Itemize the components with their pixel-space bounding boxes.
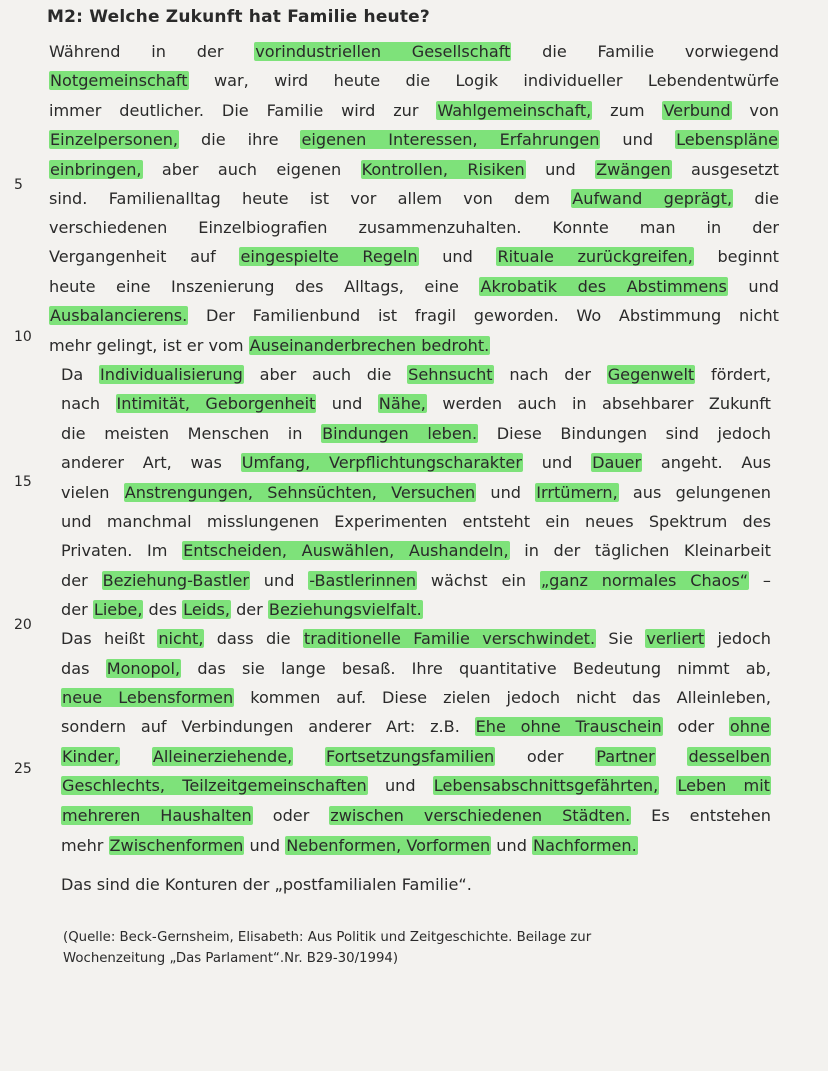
text-segment: in der täglichen Kleinarbeit xyxy=(509,541,771,560)
text-segment: und xyxy=(522,453,592,472)
text-segment: – xyxy=(749,571,771,590)
highlighted-phrase: zwischen verschiedenen Städten. xyxy=(330,806,631,825)
text-segment: Sie xyxy=(596,629,646,648)
text-line xyxy=(49,306,779,326)
line-number: 10 xyxy=(14,329,32,345)
text-segment: heute eine Inszenierung des Alltags, eine xyxy=(49,277,480,296)
text-line xyxy=(61,424,771,444)
text-segment xyxy=(120,747,152,766)
text-segment: anderer Art, was xyxy=(61,453,241,472)
text-line xyxy=(61,365,771,385)
highlighted-phrase: Umfang, Verpflichtungscharakter xyxy=(241,453,522,472)
text-line xyxy=(61,600,771,620)
highlighted-phrase: Beziehung-Bastler xyxy=(102,571,249,590)
text-segment: und xyxy=(244,836,286,855)
text-segment: Während in der xyxy=(49,42,255,61)
text-line xyxy=(49,101,779,121)
text-segment: die meisten Menschen in xyxy=(61,424,322,443)
highlighted-phrase: Wahlgemeinschaft, xyxy=(437,101,592,120)
highlighted-phrase: Aufwand geprägt, xyxy=(572,189,733,208)
highlighted-phrase: -Bastlerinnen xyxy=(309,571,417,590)
text-segment: sondern auf Verbindungen anderer Art: z.B. xyxy=(61,717,475,736)
highlighted-phrase: Leben mit xyxy=(677,776,770,795)
text-segment: sind. Familienalltag heute ist vor allem von dem xyxy=(49,189,572,208)
text-segment: die ihre xyxy=(179,130,301,149)
highlighted-phrase: „ganz normales Chaos“ xyxy=(540,571,749,590)
page-title: M2: Welche Zukunft hat Familie heute? xyxy=(47,7,430,27)
text-segment: Der Familienbund ist fragil geworden. Wo Abstimmung nicht xyxy=(188,306,779,325)
text-segment: aber auch eigenen xyxy=(142,160,361,179)
text-segment: die Familie vorwiegend xyxy=(511,42,779,61)
highlighted-phrase: Rituale zurückgreifen, xyxy=(497,247,693,266)
highlighted-phrase: neue Lebensformen xyxy=(62,688,234,707)
highlighted-phrase: Akrobatik des Abstimmens xyxy=(480,277,727,296)
highlighted-phrase: ohne xyxy=(729,717,770,736)
highlighted-phrase: Lebensabschnittsgefährten, xyxy=(433,776,659,795)
text-line xyxy=(61,394,771,414)
highlighted-phrase: Geschlechts, Teilzeitgemeinschaften xyxy=(62,776,367,795)
text-segment xyxy=(659,776,676,795)
highlighted-phrase: Sehnsucht xyxy=(408,365,493,384)
text-segment: von xyxy=(731,101,780,120)
text-segment: dass die xyxy=(204,629,303,648)
highlighted-phrase: verliert xyxy=(646,629,705,648)
text-segment: jedoch xyxy=(705,629,771,648)
text-line xyxy=(49,160,779,180)
highlighted-phrase: Beziehungsvielfalt. xyxy=(268,600,422,619)
highlighted-phrase: Nähe, xyxy=(378,394,426,413)
text-segment: oder xyxy=(495,747,596,766)
text-segment: vielen xyxy=(61,483,124,502)
text-segment: der xyxy=(230,600,268,619)
highlighted-phrase: Leids, xyxy=(183,600,230,619)
text-segment: verschiedenen Einzelbiografien zusammenzuhalten. Konnte man in der xyxy=(49,218,779,237)
highlighted-phrase: Lebenspläne xyxy=(676,130,778,149)
highlighted-phrase: Verbund xyxy=(663,101,731,120)
text-segment: und xyxy=(418,247,497,266)
text-segment: nach der xyxy=(493,365,607,384)
text-line xyxy=(49,130,779,150)
highlighted-phrase: Kontrollen, Risiken xyxy=(361,160,525,179)
text-segment: oder xyxy=(662,717,729,736)
text-line xyxy=(49,189,779,209)
text-segment: und xyxy=(367,776,433,795)
highlighted-phrase: nicht, xyxy=(158,629,204,648)
source-citation-line-1: (Quelle: Beck-Gernsheim, Elisabeth: Aus Politik und Zeitgeschichte. Beilage zur xyxy=(63,930,592,945)
text-segment: fördert, xyxy=(695,365,772,384)
text-segment: des xyxy=(143,600,183,619)
highlighted-phrase: Alleinerziehende, xyxy=(152,747,293,766)
text-line xyxy=(61,629,771,649)
text-line xyxy=(61,453,771,473)
text-segment: nach xyxy=(61,394,116,413)
highlighted-phrase: Nebenformen, Vorformen xyxy=(286,836,491,855)
text-segment: ausgesetzt xyxy=(671,160,779,179)
highlighted-phrase: desselben xyxy=(688,747,771,766)
text-line xyxy=(61,571,771,591)
text-segment: aus gelungenen xyxy=(618,483,771,502)
highlighted-phrase: Individualisierung xyxy=(100,365,243,384)
text-segment: das sie lange besaß. Ihre quantitative Bedeutung nimmt ab, xyxy=(181,659,771,678)
text-segment: und xyxy=(249,571,309,590)
highlighted-phrase: Partner xyxy=(596,747,655,766)
highlighted-phrase: Notgemeinschaft xyxy=(50,71,188,90)
text-line xyxy=(49,42,779,62)
text-line xyxy=(61,836,771,856)
highlighted-phrase: Fortsetzungsfamilien xyxy=(325,747,495,766)
source-citation-line-2: Wochenzeitung „Das Parlament“.Nr. B29-30/1994) xyxy=(63,951,399,966)
text-line xyxy=(61,747,771,767)
highlighted-phrase: Ehe ohne Trauschein xyxy=(475,717,662,736)
text-line xyxy=(61,659,771,679)
text-segment: Es entstehen xyxy=(631,806,771,825)
highlighted-phrase: Zwischenformen xyxy=(109,836,244,855)
highlighted-phrase: Bindungen leben. xyxy=(322,424,478,443)
text-segment xyxy=(293,747,325,766)
text-line xyxy=(61,512,771,532)
text-segment: Da xyxy=(61,365,100,384)
highlighted-phrase: Auseinanderbrechen bedroht. xyxy=(249,336,490,355)
text-segment: oder xyxy=(252,806,330,825)
text-line xyxy=(49,247,779,267)
text-segment: und xyxy=(476,483,536,502)
line-number: 25 xyxy=(14,761,32,777)
line-number: 20 xyxy=(14,617,32,633)
highlighted-phrase: Anstrengungen, Sehnsüchten, Versuchen xyxy=(124,483,476,502)
text-segment: das xyxy=(61,659,106,678)
text-segment xyxy=(656,747,688,766)
highlighted-phrase: Intimität, Geborgenheit xyxy=(116,394,316,413)
text-segment: und xyxy=(491,836,533,855)
highlighted-phrase: eigenen Interessen, Erfahrungen xyxy=(301,130,600,149)
highlighted-phrase: Nachformen. xyxy=(533,836,637,855)
highlighted-phrase: einbringen, xyxy=(50,160,142,179)
highlighted-phrase: eingespielte Regeln xyxy=(240,247,418,266)
text-segment: mehr gelingt, ist er vom xyxy=(49,336,249,355)
text-segment: wächst ein xyxy=(417,571,540,590)
text-segment: Vergangenheit auf xyxy=(49,247,240,266)
highlighted-phrase: Kinder, xyxy=(62,747,120,766)
text-segment: Privaten. Im xyxy=(61,541,183,560)
highlighted-phrase: Einzelpersonen, xyxy=(50,130,179,149)
text-line xyxy=(61,483,771,503)
text-segment: Diese Bindungen sind jedoch xyxy=(478,424,771,443)
text-line xyxy=(49,277,779,297)
text-segment: Das sind die Konturen der „postfamilialen Familie“. xyxy=(61,875,472,894)
text-segment: der xyxy=(61,571,102,590)
text-segment: angeht. Aus xyxy=(642,453,771,472)
text-segment: war, wird heute die Logik individueller Lebendentwürfe xyxy=(188,71,779,90)
text-line xyxy=(61,806,771,826)
highlighted-phrase: Zwängen xyxy=(596,160,671,179)
text-segment: zum xyxy=(592,101,663,120)
highlighted-phrase: Ausbalancierens. xyxy=(50,306,188,325)
text-segment: kommen auf. Diese zielen jedoch nicht das Alleinleben, xyxy=(234,688,772,707)
text-line xyxy=(49,218,779,238)
text-segment: der xyxy=(61,600,93,619)
highlighted-phrase: mehreren Haushalten xyxy=(62,806,252,825)
highlighted-phrase: Gegenwelt xyxy=(607,365,695,384)
highlighted-phrase: vorindustriellen Gesellschaft xyxy=(255,42,511,61)
highlighted-phrase: Dauer xyxy=(592,453,642,472)
text-segment: Das heißt xyxy=(61,629,158,648)
line-number: 5 xyxy=(14,177,23,193)
text-line xyxy=(61,541,771,561)
text-segment: mehr xyxy=(61,836,109,855)
text-line xyxy=(49,336,779,356)
text-line xyxy=(61,717,771,737)
text-segment: und xyxy=(316,394,378,413)
highlighted-phrase: Liebe, xyxy=(93,600,143,619)
text-segment: und xyxy=(727,277,779,296)
text-line xyxy=(61,875,771,895)
highlighted-phrase: Entscheiden, Auswählen, Aushandeln, xyxy=(183,541,509,560)
text-segment: werden auch in absehbarer Zukunft xyxy=(426,394,771,413)
highlighted-phrase: Monopol, xyxy=(106,659,181,678)
text-segment: und xyxy=(525,160,596,179)
text-segment: beginnt xyxy=(693,247,779,266)
text-segment: die xyxy=(733,189,779,208)
text-line xyxy=(61,688,771,708)
text-segment: und manchmal misslungenen Experimenten entsteht ein neues Spektrum des xyxy=(61,512,771,531)
text-line xyxy=(49,71,779,91)
text-line xyxy=(61,776,771,796)
text-segment: und xyxy=(600,130,676,149)
text-segment: immer deutlicher. Die Familie wird zur xyxy=(49,101,437,120)
highlighted-phrase: Irrtümern, xyxy=(536,483,618,502)
highlighted-phrase: traditionelle Familie verschwindet. xyxy=(303,629,596,648)
text-segment: aber auch die xyxy=(243,365,408,384)
line-number: 15 xyxy=(14,474,32,490)
